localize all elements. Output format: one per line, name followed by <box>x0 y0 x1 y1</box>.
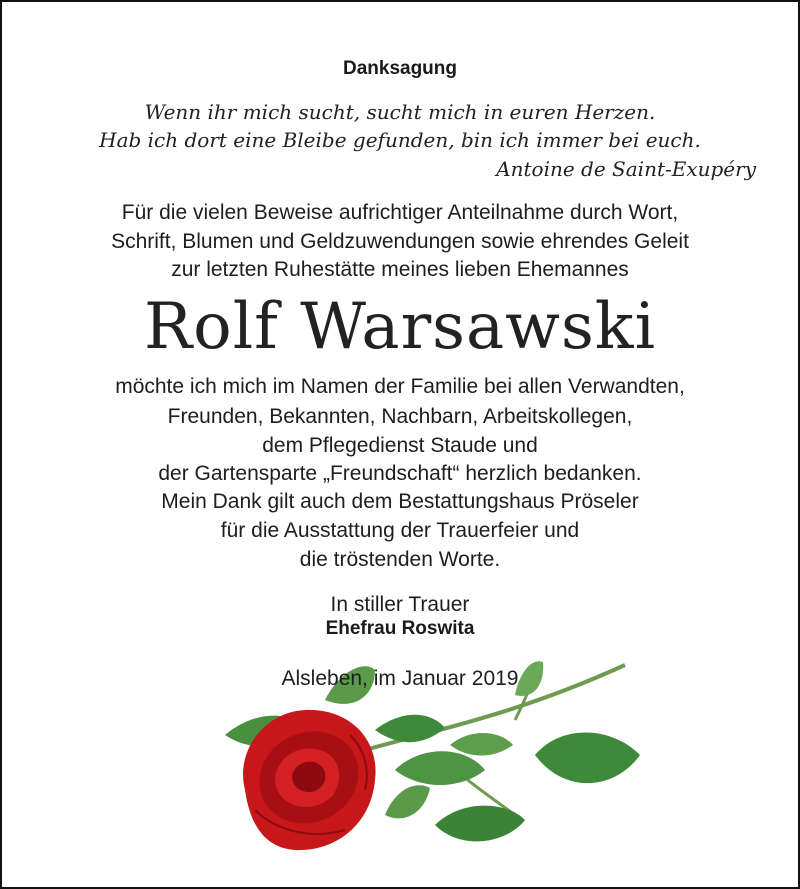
thanks-line: der Gartensparte „Freundschaft“ herzlich bedanken. <box>158 462 642 485</box>
quote-line: Wenn ihr mich sucht, sucht mich in euren Herzen. <box>144 100 656 124</box>
notice-heading: Danksagung <box>342 58 458 79</box>
signer-name: Ehefrau Roswita <box>325 618 475 639</box>
thanks-line: dem Pflegedienst Staude und <box>262 434 538 457</box>
thanks-line: Freunden, Bekannten, Nachbarn, Arbeitskollegen, <box>167 405 633 428</box>
thanks-line: Mein Dank gilt auch dem Bestattungshaus Pröseler <box>161 490 639 513</box>
intro-line: Für die vielen Beweise aufrichtiger Anteilnahme durch Wort, <box>121 201 679 224</box>
quote-line: Hab ich dort eine Bleibe gefunden, bin ich immer bei euch. <box>99 128 701 152</box>
place-date: Alsleben, im Januar 2019 <box>281 667 519 690</box>
thanks-line: für die Ausstattung der Trauerfeier und <box>220 519 580 542</box>
intro-line: zur letzten Ruhestätte meines lieben Ehemannes <box>171 258 629 281</box>
closing-text: In stiller Trauer <box>330 593 470 616</box>
quote-author: Antoine de Saint-Exupéry <box>496 157 756 181</box>
deceased-name: Rolf Warsawski <box>143 290 657 364</box>
thanks-line: möchte ich mich im Namen der Familie bei allen Verwandten, <box>115 375 685 398</box>
thanks-line: die tröstenden Worte. <box>299 548 501 571</box>
intro-line: Schrift, Blumen und Geldzuwendungen sowie ehrendes Geleit <box>111 230 689 253</box>
